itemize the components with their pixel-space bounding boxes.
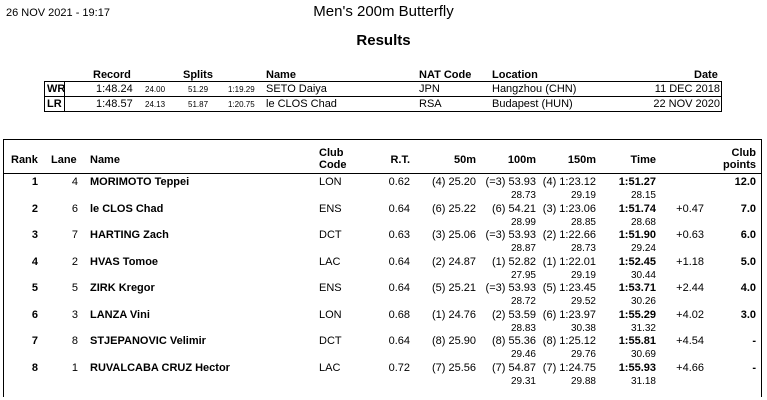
col-header-club-points-1: Club bbox=[731, 147, 756, 159]
final-time-cell: 1:52.45 bbox=[618, 256, 656, 268]
split-100m-cell: (7) 54.87 bbox=[491, 362, 536, 374]
split-100m-cell: (6) 54.21 bbox=[491, 203, 536, 215]
athlete-name: MORIMOTO Teppei bbox=[90, 176, 190, 188]
record-time: 1:48.24 bbox=[96, 83, 133, 95]
athlete-name: RUVALCABA CRUZ Hector bbox=[90, 362, 230, 374]
split-100m-cell: (=3) 53.93 bbox=[485, 176, 536, 188]
split-100m-cell: (2) 53.59 bbox=[491, 309, 536, 321]
club-code-cell: DCT bbox=[319, 335, 342, 347]
record-split: 24.13 bbox=[145, 100, 166, 109]
lap-split-100m: 28.99 bbox=[510, 217, 536, 228]
record-split: 1:19.29 bbox=[228, 85, 255, 94]
col-header-code: Code bbox=[319, 159, 347, 171]
lap-split-100m: 28.83 bbox=[510, 323, 536, 334]
results-heading: Results bbox=[356, 32, 411, 49]
record-split: 51.29 bbox=[188, 85, 209, 94]
records-table bbox=[44, 67, 722, 112]
final-time-cell: 1:51.27 bbox=[618, 176, 656, 188]
lane-cell: 7 bbox=[71, 229, 78, 241]
record-split: 24.00 bbox=[145, 85, 166, 94]
time-behind-cell: +4.02 bbox=[676, 309, 704, 321]
col-header-club: Club bbox=[319, 147, 344, 159]
lane-cell: 5 bbox=[71, 282, 78, 294]
record-split: 1:20.75 bbox=[228, 100, 255, 109]
col-header-50m: 50m bbox=[453, 154, 476, 166]
lap-split-150m: 28.73 bbox=[570, 243, 596, 254]
lap-split-150m: 29.76 bbox=[570, 349, 596, 360]
split-100m-cell: (=3) 53.93 bbox=[485, 229, 536, 241]
lane-cell: 1 bbox=[71, 362, 78, 374]
club-points-cell: 12.0 bbox=[734, 176, 756, 188]
club-code-cell: LON bbox=[319, 176, 342, 188]
lap-split-final: 28.15 bbox=[630, 190, 656, 201]
club-code-cell: LAC bbox=[319, 362, 341, 374]
split-100m-cell: (8) 55.36 bbox=[491, 335, 536, 347]
club-points-cell: - bbox=[752, 362, 756, 374]
lap-split-100m: 29.46 bbox=[510, 349, 536, 360]
time-behind-cell: +4.54 bbox=[676, 335, 704, 347]
split-150m-cell: (3) 1:23.06 bbox=[542, 203, 596, 215]
col-header-name: Name bbox=[90, 154, 120, 166]
athlete-name: STJEPANOVIC Velimir bbox=[90, 335, 206, 347]
col-header-rt: R.T. bbox=[390, 154, 410, 166]
record-holder: SETO Daiya bbox=[266, 83, 327, 95]
athlete-name: HARTING Zach bbox=[90, 229, 169, 241]
lap-split-150m: 29.19 bbox=[570, 270, 596, 281]
lane-cell: 6 bbox=[71, 203, 78, 215]
split-150m-cell: (8) 1:25.12 bbox=[542, 335, 596, 347]
records-header-date: Date bbox=[694, 69, 718, 81]
record-time: 1:48.57 bbox=[96, 98, 133, 110]
club-points-cell: - bbox=[752, 335, 756, 347]
club-points-cell: 6.0 bbox=[740, 229, 756, 241]
reaction-time-cell: 0.63 bbox=[388, 229, 410, 241]
time-behind-cell: +4.66 bbox=[676, 362, 704, 374]
records-row-divider bbox=[44, 96, 722, 97]
reaction-time-cell: 0.72 bbox=[388, 362, 410, 374]
split-50m-cell: (4) 25.20 bbox=[431, 176, 476, 188]
record-code: WR bbox=[47, 83, 66, 95]
split-150m-cell: (1) 1:22.01 bbox=[542, 256, 596, 268]
reaction-time-cell: 0.68 bbox=[388, 309, 410, 321]
split-50m-cell: (7) 25.56 bbox=[431, 362, 476, 374]
split-150m-cell: (6) 1:23.97 bbox=[542, 309, 596, 321]
record-date: 22 NOV 2020 bbox=[653, 98, 720, 110]
lap-split-final: 30.69 bbox=[630, 349, 656, 360]
event-title: Men's 200m Butterfly bbox=[313, 3, 454, 20]
rank-cell: 4 bbox=[31, 256, 38, 268]
col-header-time: Time bbox=[630, 154, 656, 166]
time-behind-cell: +0.47 bbox=[676, 203, 704, 215]
split-50m-cell: (1) 24.76 bbox=[431, 309, 476, 321]
club-points-cell: 5.0 bbox=[740, 256, 756, 268]
club-points-cell: 4.0 bbox=[740, 282, 756, 294]
split-100m-cell: (1) 52.82 bbox=[491, 256, 536, 268]
record-location: Budapest (HUN) bbox=[492, 98, 573, 110]
athlete-name: le CLOS Chad bbox=[90, 203, 164, 215]
athlete-name: ZIRK Kregor bbox=[90, 282, 155, 294]
split-150m-cell: (4) 1:23.12 bbox=[542, 176, 596, 188]
lane-cell: 8 bbox=[71, 335, 78, 347]
lap-split-final: 31.18 bbox=[630, 376, 656, 387]
athlete-name: LANZA Vini bbox=[90, 309, 150, 321]
club-code-cell: LON bbox=[319, 309, 342, 321]
col-header-club-points-2: points bbox=[723, 159, 756, 171]
lane-cell: 2 bbox=[71, 256, 78, 268]
records-header-nat: NAT Code bbox=[419, 69, 472, 81]
col-header-lane: Lane bbox=[51, 154, 77, 166]
lane-cell: 3 bbox=[71, 309, 78, 321]
club-code-cell: ENS bbox=[319, 203, 342, 215]
club-points-cell: 7.0 bbox=[740, 203, 756, 215]
record-nat: JPN bbox=[419, 83, 440, 95]
lap-split-100m: 29.31 bbox=[510, 376, 536, 387]
lap-split-150m: 29.88 bbox=[570, 376, 596, 387]
date-time-stamp: 26 NOV 2021 - 19:17 bbox=[6, 7, 110, 19]
col-header-rank: Rank bbox=[11, 154, 38, 166]
lap-split-final: 31.32 bbox=[630, 323, 656, 334]
final-time-cell: 1:51.90 bbox=[618, 229, 656, 241]
rank-cell: 7 bbox=[31, 335, 38, 347]
record-split: 51.87 bbox=[188, 100, 209, 109]
rank-cell: 8 bbox=[31, 362, 38, 374]
records-header-location: Location bbox=[492, 69, 538, 81]
lane-cell: 4 bbox=[71, 176, 78, 188]
final-time-cell: 1:55.93 bbox=[618, 362, 656, 374]
record-holder: le CLOS Chad bbox=[266, 98, 337, 110]
record-date: 11 DEC 2018 bbox=[654, 83, 720, 95]
time-behind-cell: +0.63 bbox=[676, 229, 704, 241]
reaction-time-cell: 0.64 bbox=[388, 282, 410, 294]
athlete-name: HVAS Tomoe bbox=[90, 256, 159, 268]
records-header-splits: Splits bbox=[183, 69, 213, 81]
final-time-cell: 1:51.74 bbox=[618, 203, 656, 215]
record-code: LR bbox=[47, 98, 62, 110]
records-header-name: Name bbox=[266, 69, 296, 81]
lap-split-final: 30.26 bbox=[630, 296, 656, 307]
split-50m-cell: (5) 25.21 bbox=[431, 282, 476, 294]
split-150m-cell: (2) 1:22.66 bbox=[542, 229, 596, 241]
split-150m-cell: (5) 1:23.45 bbox=[542, 282, 596, 294]
time-behind-cell: +2.44 bbox=[676, 282, 704, 294]
lap-split-150m: 30.38 bbox=[570, 323, 596, 334]
col-header-150m: 150m bbox=[567, 154, 596, 166]
lap-split-150m: 28.85 bbox=[570, 217, 596, 228]
rank-cell: 5 bbox=[31, 282, 38, 294]
club-points-cell: 3.0 bbox=[740, 309, 756, 321]
lap-split-100m: 27.95 bbox=[510, 270, 536, 281]
final-time-cell: 1:53.71 bbox=[618, 282, 656, 294]
lap-split-final: 28.68 bbox=[630, 217, 656, 228]
rank-cell: 6 bbox=[31, 309, 38, 321]
record-nat: RSA bbox=[419, 98, 442, 110]
reaction-time-cell: 0.64 bbox=[388, 256, 410, 268]
lap-split-final: 29.24 bbox=[630, 243, 656, 254]
lap-split-150m: 29.19 bbox=[570, 190, 596, 201]
records-header-record: Record bbox=[93, 69, 131, 81]
split-100m-cell: (=3) 53.93 bbox=[485, 282, 536, 294]
split-50m-cell: (2) 24.87 bbox=[431, 256, 476, 268]
final-time-cell: 1:55.81 bbox=[618, 335, 656, 347]
lap-split-100m: 28.87 bbox=[510, 243, 536, 254]
results-header-divider bbox=[3, 173, 762, 174]
lap-split-final: 30.44 bbox=[630, 270, 656, 281]
reaction-time-cell: 0.62 bbox=[388, 176, 410, 188]
reaction-time-cell: 0.64 bbox=[388, 335, 410, 347]
lap-split-100m: 28.72 bbox=[510, 296, 536, 307]
final-time-cell: 1:55.29 bbox=[618, 309, 656, 321]
col-header-100m: 100m bbox=[507, 154, 536, 166]
rank-cell: 2 bbox=[31, 203, 38, 215]
lap-split-150m: 29.52 bbox=[570, 296, 596, 307]
reaction-time-cell: 0.64 bbox=[388, 203, 410, 215]
lap-split-100m: 28.73 bbox=[510, 190, 536, 201]
split-50m-cell: (8) 25.90 bbox=[431, 335, 476, 347]
club-code-cell: LAC bbox=[319, 256, 341, 268]
split-50m-cell: (3) 25.06 bbox=[431, 229, 476, 241]
rank-cell: 3 bbox=[31, 229, 38, 241]
split-50m-cell: (6) 25.22 bbox=[431, 203, 476, 215]
time-behind-cell: +1.18 bbox=[676, 256, 704, 268]
record-location: Hangzhou (CHN) bbox=[492, 83, 577, 95]
rank-cell: 1 bbox=[31, 176, 38, 188]
club-code-cell: DCT bbox=[319, 229, 342, 241]
split-150m-cell: (7) 1:24.75 bbox=[542, 362, 596, 374]
club-code-cell: ENS bbox=[319, 282, 342, 294]
